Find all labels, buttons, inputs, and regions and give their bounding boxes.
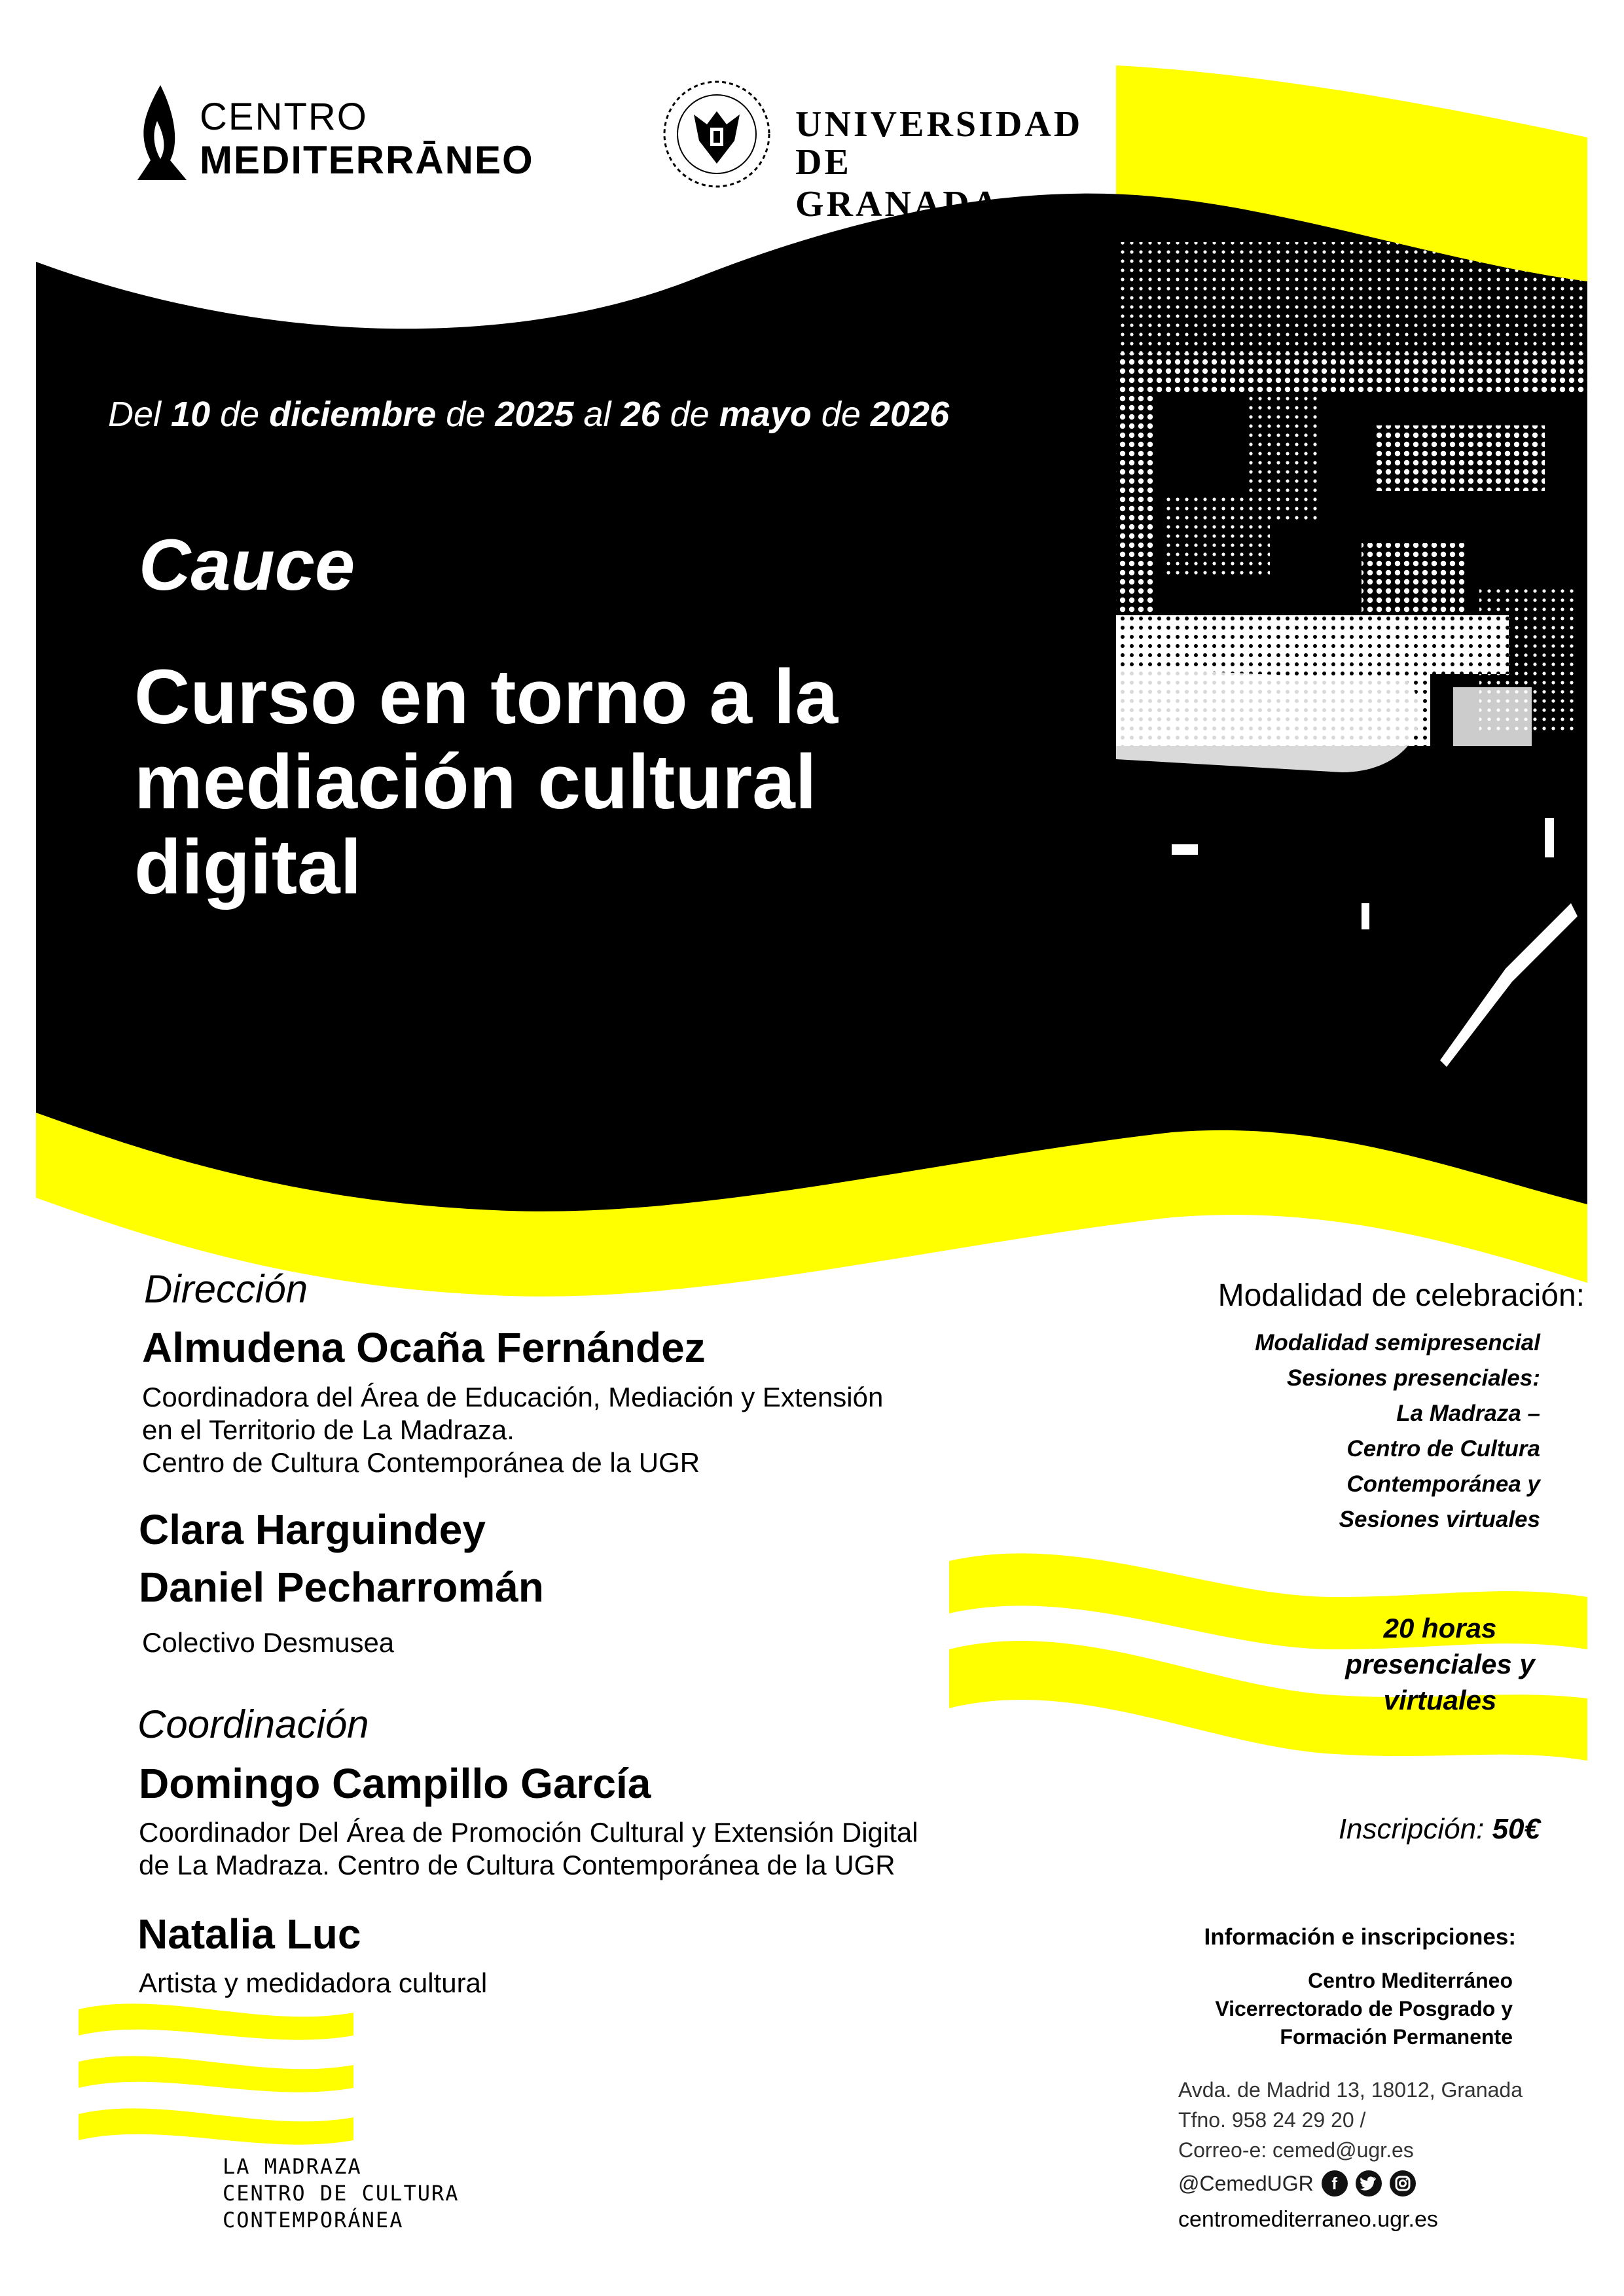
coordinacion-heading: Coordinación [137,1702,369,1746]
halftone-photo [1116,242,1587,1067]
course-title-line: digital [134,824,362,910]
la-madraza-logo: LA MADRAZA CENTRO DE CULTURA CONTEMPORÁNEA [223,2154,460,2233]
registration-fee: Inscripción: 50€ [1338,1813,1540,1845]
person-description: Coordinador Del Área de Promoción Cultural y Extensión Digital de La Madraza. Centro de Cultura Contemporánea de la UGR [139,1817,918,1880]
ugr-logo-line2: DE GRANADA [795,142,1001,224]
course-title-line: Curso en torno a la [134,654,839,740]
social-links [1178,2170,1416,2197]
course-title [134,655,985,910]
social-handle: @CemedUGR [1178,2171,1314,2195]
person-description: Artista y medidadora cultural [139,1967,488,1998]
flame-icon [131,82,190,187]
contact-address: Avda. de Madrid 13, 18012, Granada Tfno. 958 24 29 20 / Correo-e: cemed@ugr.es [1178,2078,1523,2162]
info-organizer: Centro Mediterráneo Vicerrectorado de Posgrado y Formación Permanente [1215,1969,1513,2049]
info-heading: Información e inscripciones: [1204,1924,1516,1950]
course-title-line: mediación cultural [134,739,817,825]
modalidad-details: Modalidad semipresencial Sesiones presenciales: La Madraza – Centro de Cultura Contemporánea y Sesiones virtuales [1255,1330,1540,1532]
person-name: Daniel Pecharromán [139,1564,544,1611]
coat-of-arms-seal-icon [661,79,772,190]
madraza-waves [79,2003,353,2144]
universidad-granada-logo [661,79,1083,224]
centro-mediterraneo-logo [131,75,550,187]
website-link[interactable]: centromediterraneo.ugr.es [1178,2207,1438,2232]
person-name: Domingo Campillo García [139,1760,651,1807]
person-name: Almudena Ocaña Fernández [142,1324,706,1371]
ugr-logo-line1: UNIVERSIDAD [795,104,1083,145]
twitter-icon[interactable] [1356,2170,1382,2197]
instagram-icon[interactable] [1390,2170,1416,2197]
centro-logo-line2: MEDITERRĀNEO [200,138,534,182]
person-name: Clara Harguindey [139,1506,486,1553]
course-subtitle: Cauce [139,525,355,605]
direccion-heading: Dirección [144,1267,308,1311]
course-dates: Del 10 de diciembre de 2025 al 26 de mayo de 2026 [108,395,950,434]
modalidad-heading: Modalidad de celebración: [1218,1278,1585,1313]
person-description: Coordinadora del Área de Educación, Mediación y Extensión en el Territorio de La Madraza. Centro de Cultura Contemporánea de la UGR [142,1382,884,1478]
facebook-icon[interactable]: f [1322,2170,1348,2197]
person-description: Colectivo Desmusea [142,1627,395,1658]
course-hours: 20 horas presenciales y virtuales [1345,1613,1535,1715]
centro-logo-line1: CENTRO [200,96,368,138]
person-name: Natalia Luc [137,1910,361,1958]
